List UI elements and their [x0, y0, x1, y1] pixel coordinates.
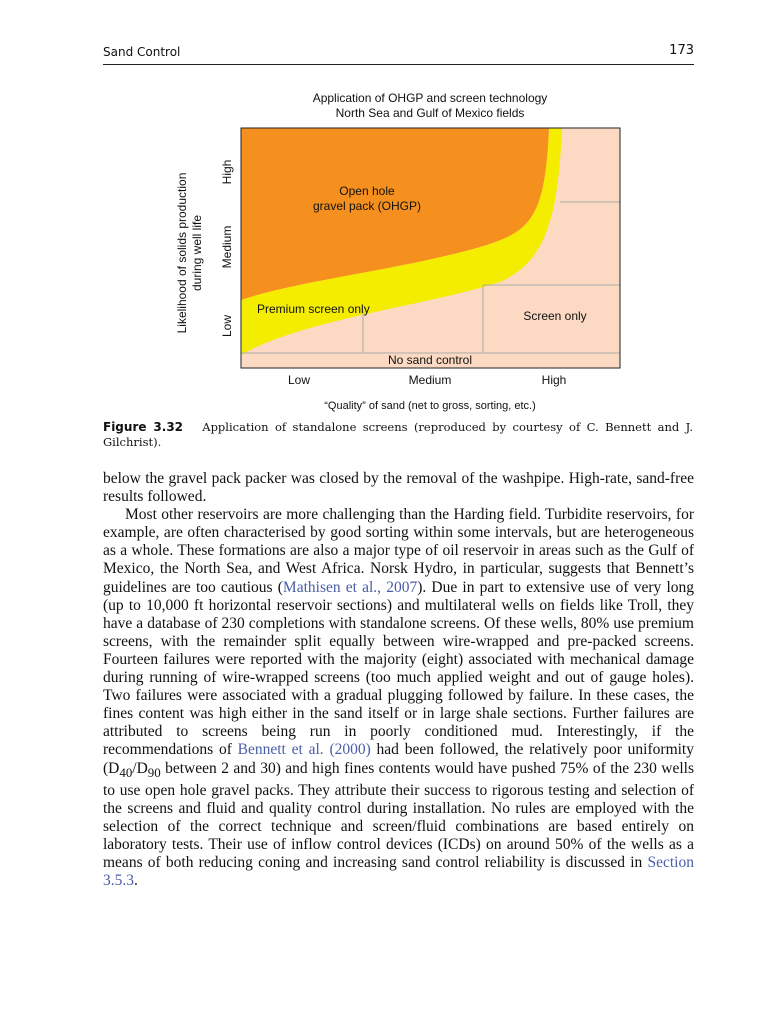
y-axis-label-line1: Likelihood of solids production: [175, 172, 189, 334]
section-link[interactable]: Section 3.5.3: [103, 854, 694, 890]
region-label-ohgp-line1: Open hole: [339, 184, 395, 198]
region-label-premium: Premium screen only: [257, 302, 370, 316]
paragraph: below the gravel pack packer was closed by the removal of the washpipe. High-rate, sand-free results followed.: [103, 470, 694, 506]
page-number: 173: [669, 43, 694, 58]
region-label-ohgp-line2: gravel pack (OHGP): [312, 199, 422, 213]
x-tick-label: Medium: [408, 373, 452, 387]
region-label-no-sand: No sand control: [387, 353, 473, 367]
chart-title-line1: Application of OHGP and screen technology: [312, 91, 548, 105]
figure: [0, 0, 768, 420]
region-label-screen-only: Screen only: [523, 309, 587, 323]
x-tick-label: Low: [287, 373, 311, 387]
figure-label: Figure 3.32: [103, 420, 184, 434]
body-text: [103, 470, 694, 890]
figure-caption: [103, 420, 693, 450]
x-tick-label: High: [541, 373, 567, 387]
y-tick-label: High: [220, 159, 234, 185]
y-axis-label-line2: during well life: [190, 214, 204, 292]
paragraph: Most other reservoirs are more challenging than the Harding field. Turbidite reservoirs, for example, are often characterised by good sorting within some intervals, but are heterogeneous as a whole. These formations are also a major type of oil reservoir in areas such as the Gulf of Mexico, the North Sea, and West Africa. Norsk Hydro, in particular, suggests that Bennett’s guidelines are too cautious (Mathisen et al., 2007). Due in part to extensive use of very long (up to 10,000 ft horizontal reservoir sections) and multilateral wells on fields like Troll, they have a database of 230 completions with standalone screens. Of these wells, 80% use premium screens, with the remainder split equally between wire-wrapped and pre-packed screens. Fourteen failures were reported with the majority (eight) associated with mechanical damage during running of wire-wrapped screens (too much applied weight and out of gauge holes). Two failures were associated with a gradual plugging followed by failure. In these cases, the fines content was high either in the sand itself or in large shale sections. Further failures are attributed to screens being run in poorly conditioned mud. Interestingly, if the recommendations of Bennett et al. (2000) had been followed, the relatively poor uniformity ($D_{40}/D_{90}$ between 2 and 30) and high fines contents would have pushed 75% of the 230 wells to use open hole gravel packs. They attribute their success to rigorous testing and selection of the screens and fluid and quality control during installation. No rules are employed with the selection of the correct technique and screen/fluid combinations are based entirely on laboratory tests. Their use of inflow control devices (ICDs) on around 50% of the wells as a means of both reducing coning and increasing sand control reliability is discussed in Section 3.5.3.: [103, 506, 694, 890]
running-title: Sand Control: [103, 45, 181, 59]
y-tick-label: Medium: [220, 225, 234, 269]
chart-title-line2: North Sea and Gulf of Mexico fields: [335, 106, 525, 120]
citation-link[interactable]: Bennett et al. (2000): [237, 741, 371, 759]
y-tick-label: Low: [220, 314, 234, 338]
citation-link[interactable]: Mathisen et al., 2007: [282, 578, 418, 596]
chart: [0, 0, 768, 420]
caption-text: Application of standalone screens (reproduced by courtesy of C. Bennett and J. Gilchrist).: [103, 420, 693, 449]
x-axis-label: “Quality” of sand (net to gross, sorting, etc.): [324, 400, 536, 412]
